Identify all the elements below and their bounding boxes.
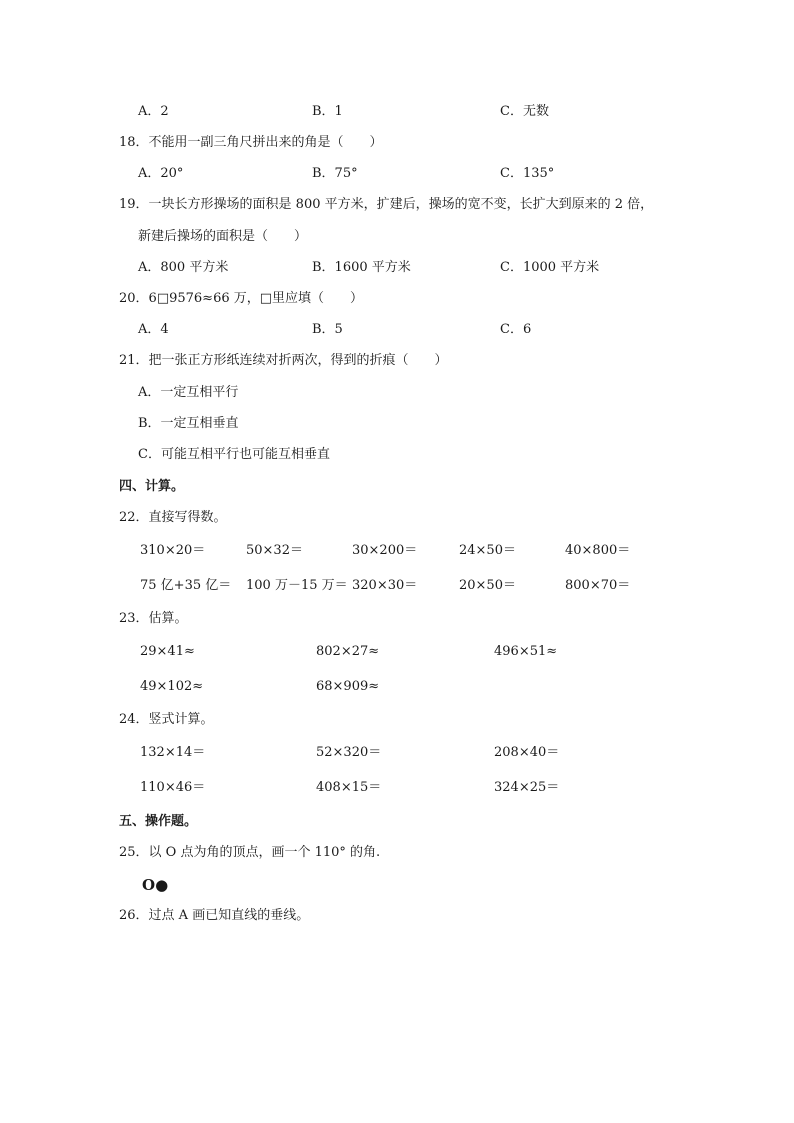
- q18-option-c: C．135°: [500, 166, 555, 181]
- q22-r1-item: 50×32＝: [246, 543, 303, 558]
- q24-stem: 24．竖式计算。: [119, 712, 214, 727]
- q19-stem-line2: 新建后操场的面积是（ ）: [138, 229, 308, 244]
- q22-r2-item: 800×70＝: [565, 578, 631, 593]
- q21-option-b: B．一定互相垂直: [138, 416, 239, 431]
- q20-option-b: B．5: [312, 322, 343, 337]
- q17-option-b: B．1: [312, 104, 343, 119]
- q18-option-b: B．75°: [312, 166, 358, 181]
- q25-stem: 25．以 O 点为角的顶点，画一个 110° 的角.: [119, 845, 381, 860]
- q23-r1-item: 802×27≈: [316, 644, 380, 659]
- q24-r1-item: 132×14＝: [140, 745, 206, 760]
- q23-r2-item: 49×102≈: [140, 679, 204, 694]
- q23-r1-item: 496×51≈: [494, 644, 558, 659]
- q21-stem: 21．把一张正方形纸连续对折两次，得到的折痕（ ）: [119, 353, 448, 368]
- section-heading-operation: 五、操作题。: [119, 814, 198, 829]
- q19-option-a: A．800 平方米: [138, 260, 229, 275]
- q22-r2-item: 20×50＝: [459, 578, 516, 593]
- q22-r2-item: 100 万－15 万＝: [246, 578, 348, 593]
- q22-r2-item: 75 亿+35 亿＝: [140, 578, 232, 593]
- point-o-label: O●: [142, 876, 169, 894]
- q22-r1-item: 310×20＝: [140, 543, 206, 558]
- section-heading-calculation: 四、计算。: [119, 479, 185, 494]
- q23-r2-item: 68×909≈: [316, 679, 380, 694]
- q21-option-c: C．可能互相平行也可能互相垂直: [138, 447, 330, 462]
- q23-r1-item: 29×41≈: [140, 644, 195, 659]
- q20-option-c: C．6: [500, 322, 532, 337]
- q18-stem: 18．不能用一副三角尺拼出来的角是（ ）: [119, 135, 383, 150]
- q22-r1-item: 30×200＝: [352, 543, 418, 558]
- q20-option-a: A．4: [138, 322, 169, 337]
- q26-stem: 26．过点 A 画已知直线的垂线。: [119, 908, 310, 923]
- q20-stem: 20．6□9576≈66 万，□里应填（ ）: [119, 291, 364, 306]
- q17-option-c: C．无数: [500, 104, 549, 119]
- q24-r2-item: 324×25＝: [494, 780, 560, 795]
- q24-r2-item: 408×15＝: [316, 780, 382, 795]
- q21-option-a: A．一定互相平行: [138, 385, 239, 400]
- q22-r2-item: 320×30＝: [352, 578, 418, 593]
- q24-r2-item: 110×46＝: [140, 780, 206, 795]
- q22-stem: 22．直接写得数。: [119, 510, 227, 525]
- point-o-marker: ●: [155, 876, 169, 894]
- q22-r1-item: 40×800＝: [565, 543, 631, 558]
- q19-option-c: C．1000 平方米: [500, 260, 600, 275]
- q24-r1-item: 52×320＝: [316, 745, 382, 760]
- q24-r1-item: 208×40＝: [494, 745, 560, 760]
- q19-stem-line1: 19．一块长方形操场的面积是 800 平方米，扩建后，操场的宽不变，长扩大到原来的 2 倍，: [119, 197, 654, 212]
- q17-option-a: A．2: [138, 104, 169, 119]
- q19-option-b: B．1600 平方米: [312, 260, 411, 275]
- q23-stem: 23．估算。: [119, 611, 188, 626]
- q18-option-a: A．20°: [138, 166, 184, 181]
- q22-r1-item: 24×50＝: [459, 543, 516, 558]
